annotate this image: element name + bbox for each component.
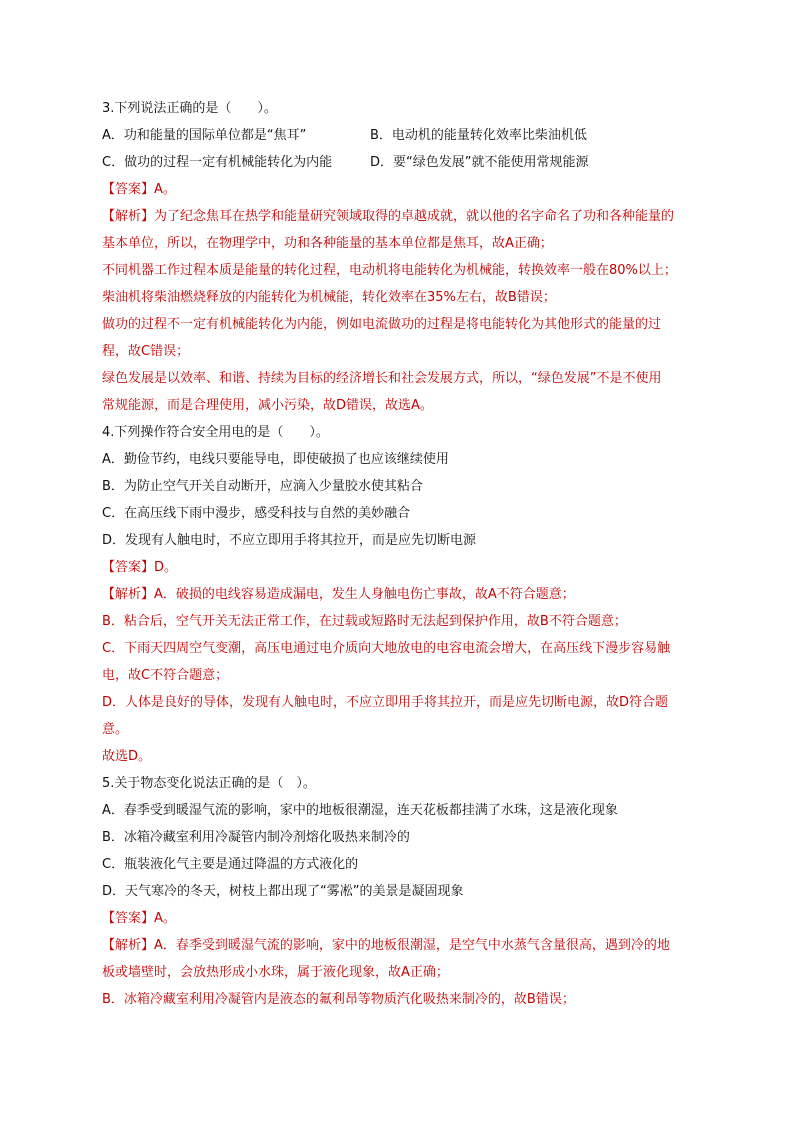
- analysis-tag: 【解析】: [102, 209, 155, 224]
- analysis-tag: 【解析】: [102, 938, 155, 953]
- answer-value: D。: [154, 560, 178, 575]
- q3-analysis-line-3: 不同机器工作过程本质是能量的转化过程，电动机将电能转化为机械能，转换效率一般在80%以上；: [102, 263, 677, 278]
- q3-option-a: A．功和能量的国际单位都是“焦耳”: [102, 128, 307, 143]
- q4-conclusion: 故选D。: [102, 749, 152, 764]
- q3-stem: 3.下列说法正确的是（ ）。: [102, 101, 277, 116]
- q4-analysis-line-5: D．人体是良好的导体，发现有人触电时，不应立即用手将其拉开，而是应先切断电源，故D符合题: [102, 695, 669, 710]
- q4-stem: 4.下列操作符合安全用电的是（ ）。: [102, 425, 329, 440]
- answer-value: A。: [154, 911, 176, 926]
- q5-stem: 5.关于物态变化说法正确的是（ ）。: [102, 776, 316, 791]
- q4-option-c: C．在高压线下雨中漫步，感受科技与自然的美妙融合: [102, 506, 411, 521]
- q3-answer: [102, 176, 722, 203]
- q5-option-c: C．瓶装液化气主要是通过降温的方式液化的: [102, 857, 359, 872]
- q5-answer: [102, 905, 722, 932]
- answer-tag: 【答案】: [102, 182, 155, 197]
- answer-value: A。: [154, 182, 176, 197]
- q5-option-b: B．冰箱冷藏室利用冷凝管内制冷剂熔化吸热来制冷的: [102, 830, 410, 845]
- q3-option-c: C．做功的过程一定有机械能转化为内能: [102, 155, 333, 170]
- document-page: [102, 95, 722, 1013]
- q3-analysis-line-8: 常规能源，而是合理使用，减小污染，故D错误，故选A。: [102, 398, 433, 413]
- q3-option-d: D．要“绿色发展”就不能使用常规能源: [370, 155, 589, 170]
- q5-option-a: A．春季受到暖湿气流的影响，家中的地板很潮湿，连天花板都挂满了水珠，这是液化现象: [102, 803, 618, 818]
- q4-answer: [102, 554, 722, 581]
- answer-tag: 【答案】: [102, 911, 155, 926]
- q3-option-b: B．电动机的能量转化效率比柴油机低: [370, 128, 587, 143]
- q4-option-d: D．发现有人触电时，不应立即用手将其拉开，而是应先切断电源: [102, 533, 477, 548]
- q5-analysis-line-3: B．冰箱冷藏室利用冷凝管内是液态的氟利昂等物质汽化吸热来制冷的，故B错误；: [102, 992, 575, 1007]
- analysis-text: 为了纪念焦耳在热学和能量研究领域取得的卓越成就，就以他的名字命名了功和各种能量的: [154, 209, 675, 224]
- q3-analysis-line-6: 程，故C错误；: [102, 344, 190, 359]
- q3-analysis-line-7: 绿色发展是以效率、和谐、持续为目标的经济增长和社会发展方式，所以，“绿色发展”不是不使用: [102, 371, 662, 386]
- q4-analysis-line-6: 意。: [102, 722, 129, 737]
- answer-tag: 【答案】: [102, 560, 155, 575]
- q3-options-row-2: [102, 149, 722, 176]
- q3-options-row-1: [102, 122, 722, 149]
- q4-analysis-line-3: C．下雨天四周空气变潮，高压电通过电介质向大地放电的电容电流会增大，在高压线下漫步容易触: [102, 641, 671, 656]
- q5-option-d: D．天气寒冷的冬天，树枝上都出现了“雾凇”的美景是凝固现象: [102, 884, 464, 899]
- q5-analysis-line-1: [102, 932, 722, 959]
- q3-analysis-line-5: 做功的过程不一定有机械能转化为内能，例如电流做功的过程是将电能转化为其他形式的能量的过: [102, 317, 662, 332]
- analysis-text: A．破损的电线容易造成漏电，发生人身触电伤亡事故，故A不符合题意；: [154, 587, 575, 602]
- q4-analysis-line-4: 电，故C不符合题意；: [102, 668, 229, 683]
- analysis-text: A．春季受到暖湿气流的影响，家中的地板很潮湿，是空气中水蒸气含量很高，遇到冷的地: [154, 938, 670, 953]
- q4-analysis-line-2: B．粘合后，空气开关无法正常工作，在过载或短路时无法起到保护作用，故B不符合题意；: [102, 614, 627, 629]
- q4-option-a: A．勤俭节约，电线只要能导电，即使破损了也应该继续使用: [102, 452, 449, 467]
- q4-option-b: B．为防止空气开关自动断开，应滴入少量胶水使其粘合: [102, 479, 423, 494]
- q3-analysis-line-1: [102, 203, 722, 230]
- analysis-tag: 【解析】: [102, 587, 155, 602]
- q3-analysis-line-4: 柴油机将柴油燃烧释放的内能转化为机械能，转化效率在35%左右，故B错误；: [102, 290, 556, 305]
- q4-analysis-line-1: [102, 581, 722, 608]
- q3-analysis-line-2: 基本单位，所以，在物理学中，功和各种能量的基本单位都是焦耳，故A正确；: [102, 236, 553, 251]
- q5-analysis-line-2: 板或墙壁时，会放热形成小水珠，属于液化现象，故A正确；: [102, 965, 449, 980]
